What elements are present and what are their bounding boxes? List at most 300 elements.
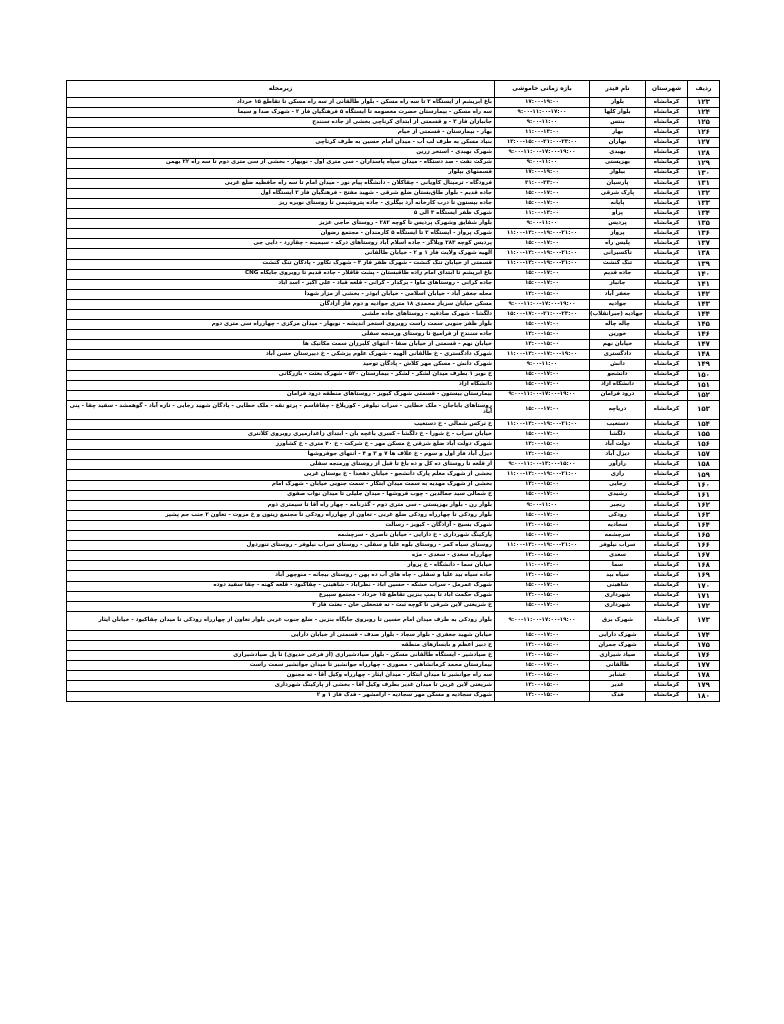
cell-feeder-name: پرواز — [590, 229, 646, 239]
cell-feeder-name: شهرک جمران — [590, 641, 646, 651]
cell-feeder-name: جعفر آباد — [590, 289, 646, 299]
cell-area: شهرک دانش - مسکن مهر کلاش - پادگان توحید — [67, 360, 495, 370]
cell-city: کرمانشاه — [646, 380, 688, 390]
cell-row-number: ۱۳۷ — [688, 239, 720, 249]
cell-feeder-name: شهرک برق — [590, 611, 646, 630]
cell-area: باغ ابریشم از ایستگاه ۲ تا سه راه مسکن - بلوار طالقانی از سه راه مسکن تا تقاطع ۱۵ خرداد — [67, 98, 495, 108]
cell-feeder-name: صیاد شیرازی — [590, 651, 646, 661]
cell-outage-time: ۱۱:۰۰-۱۳:۰۰-۱۷:۰۰-۱۹:۰۰ — [495, 350, 590, 360]
cell-area: بلوار ظفر جنوبی سمت راست روبروی استخر اندیشه - نوبهار - میدان مرکزی - چهارراه سی متری دوم — [67, 320, 495, 330]
table-row — [67, 299, 720, 309]
cell-area: خیابان سراب - خ شورا - خ دلگشا - کسری باغچه بان - ابتدای زاغدارمیری روبروی کلانتری — [67, 430, 495, 440]
cell-outage-time: ۱۳:۰۰-۱۵:۰۰ — [495, 571, 590, 581]
cell-city: کرمانشاه — [646, 249, 688, 259]
table-row — [67, 209, 720, 219]
cell-area: بیمارستان محمد کرمانشاهی - مصوری - چهارراه جوانشیر تا میدان جوانشیر سمت راست — [67, 661, 495, 671]
cell-feeder-name: خیابان نهم — [590, 340, 646, 350]
cell-row-number: ۱۲۵ — [688, 118, 720, 128]
cell-outage-time: ۱۷:۰۰-۱۹:۰۰ — [495, 168, 590, 178]
cell-city: کرمانشاه — [646, 350, 688, 360]
cell-outage-time: ۱۳:۰۰-۱۵:۰۰ — [495, 520, 590, 530]
table-row — [67, 178, 720, 188]
cell-city: کرمانشاه — [646, 188, 688, 198]
table-row — [67, 601, 720, 611]
cell-outage-time: ۱۵:۰۰-۱۷:۰۰ — [495, 430, 590, 440]
cell-city: کرمانشاه — [646, 561, 688, 571]
cell-area: شهرک بسیج - آزادگان - کیویز - رسالت — [67, 520, 495, 530]
table-row — [67, 480, 720, 490]
table-row — [67, 440, 720, 450]
cell-city: کرمانشاه — [646, 440, 688, 450]
cell-feeder-name: دانش — [590, 360, 646, 370]
cell-feeder-name: سیاه بید — [590, 571, 646, 581]
cell-area: سه راه مسکن - بیمارستان حضرت معصومه تا ایستگاه ۵ فرهنگیان فاز ۲ - شهرک صدا و سیما — [67, 108, 495, 118]
cell-feeder-name: رازی — [590, 470, 646, 480]
cell-city: کرمانشاه — [646, 178, 688, 188]
cell-city: کرمانشاه — [646, 269, 688, 279]
cell-feeder-name: بیلوار — [590, 168, 646, 178]
cell-row-number: ۱۵۹ — [688, 470, 720, 480]
cell-city: کرمانشاه — [646, 128, 688, 138]
cell-city: کرمانشاه — [646, 108, 688, 118]
cell-feeder-name: دلگشا — [590, 430, 646, 440]
cell-feeder-name: دریاچه — [590, 400, 646, 419]
cell-area: خ نوبر ۱ بطرف میدان لشکر - لشکر - بیمارستان ۵۲۰ - شهرک بعثت - بازرگانی — [67, 370, 495, 380]
cell-outage-time: ۱۵:۰۰-۱۷:۰۰ — [495, 198, 590, 208]
cell-outage-time: ۹:۰۰-۱۱:۰۰ — [495, 219, 590, 229]
cell-feeder-name: سراب نیلوفر — [590, 541, 646, 551]
cell-city: کرمانشاه — [646, 148, 688, 158]
cell-feeder-name: تاکسیرانی — [590, 249, 646, 259]
cell-feeder-name: جهادیه (جبرانقلاب) — [590, 309, 646, 319]
cell-row-number: ۱۶۲ — [688, 500, 720, 510]
cell-row-number: ۱۳۸ — [688, 249, 720, 259]
cell-feeder-name: پراو — [590, 209, 646, 219]
cell-outage-time: ۱۳:۰۰-۱۵:۰۰ — [495, 289, 590, 299]
cell-area: محله جعفر آباد - خیابان اسلامی - خیابان ابوذر - بخشی از مزار شهدا — [67, 289, 495, 299]
table-row — [67, 420, 720, 430]
cell-outage-time: ۱۵:۰۰-۱۷:۰۰ — [495, 320, 590, 330]
cell-row-number: ۱۲۸ — [688, 148, 720, 158]
cell-area: بهار - بیمارستان - قسمتی از خیام — [67, 128, 495, 138]
cell-row-number: ۱۷۶ — [688, 651, 720, 661]
table-row — [67, 279, 720, 289]
cell-area: روستای سیاه کمر - روستای بلوه علیا و سفلی - روستای سراب نیلوفر - روستای تنوردول — [67, 541, 495, 551]
cell-feeder-name: رشیدی — [590, 490, 646, 500]
table-row — [67, 148, 720, 158]
cell-row-number: ۱۴۷ — [688, 340, 720, 350]
cell-city: کرمانشاه — [646, 138, 688, 148]
cell-feeder-name: سعدی — [590, 551, 646, 561]
cell-outage-time: ۱۵:۰۰-۱۷:۰۰ — [495, 188, 590, 198]
cell-outage-time: ۱۱:۰۰-۱۳:۰۰-۱۹:۰۰-۲۱:۰۰ — [495, 541, 590, 551]
cell-outage-time: ۹:۰۰-۱۱:۰۰ — [495, 360, 590, 370]
cell-row-number: ۱۵۸ — [688, 460, 720, 470]
cell-row-number: ۱۲۷ — [688, 138, 720, 148]
cell-area: الهیه شهرک ولایت فاز ۱ و ۲ - خیابان طالقانی — [67, 249, 495, 259]
cell-row-number: ۱۳۲ — [688, 188, 720, 198]
cell-city: کرمانشاه — [646, 681, 688, 691]
cell-city: کرمانشاه — [646, 340, 688, 350]
table-row — [67, 219, 720, 229]
table-row — [67, 611, 720, 630]
table-row — [67, 249, 720, 259]
cell-outage-time: ۱۵:۰۰-۱۷:۰۰ — [495, 510, 590, 520]
cell-city: کرمانشاه — [646, 259, 688, 269]
cell-row-number: ۱۳۴ — [688, 209, 720, 219]
cell-row-number: ۱۵۰ — [688, 370, 720, 380]
cell-row-number: ۱۶۳ — [688, 510, 720, 520]
cell-outage-time: ۱۷:۰۰-۱۹:۰۰ — [495, 98, 590, 108]
cell-row-number: ۱۵۱ — [688, 380, 720, 390]
cell-row-number: ۱۳۰ — [688, 168, 720, 178]
cell-area: جاده سنندج از فرامیچ تا روستای ورمنجه سفلی — [67, 330, 495, 340]
cell-city: کرمانشاه — [646, 450, 688, 460]
cell-feeder-name: دانشگاه آزاد — [590, 380, 646, 390]
table-row — [67, 98, 720, 108]
cell-feeder-name: فدک — [590, 691, 646, 701]
cell-outage-time: ۱۳:۰۰-۱۵:۰۰ — [495, 330, 590, 340]
cell-city: کرمانشاه — [646, 571, 688, 581]
table-row — [67, 289, 720, 299]
cell-area: خ شریعتی لاین شرقی تا کوچه ثبت - ته فتحعلی خان - بعثت فاز ۲ — [67, 601, 495, 611]
cell-feeder-name: رنجبر — [590, 500, 646, 510]
cell-city: کرمانشاه — [646, 289, 688, 299]
cell-city: کرمانشاه — [646, 490, 688, 500]
cell-outage-time: ۱۵:۰۰-۱۷:۰۰ — [495, 269, 590, 279]
cell-city: کرمانشاه — [646, 611, 688, 630]
cell-row-number: ۱۴۹ — [688, 360, 720, 370]
cell-area: خیابان شهید جعفری - بلوار سجاد - بلوار صدف - قسمتی از خیابان دارایی — [67, 630, 495, 640]
table-row — [67, 500, 720, 510]
cell-feeder-name: شهرداری — [590, 591, 646, 601]
cell-city: کرمانشاه — [646, 470, 688, 480]
cell-row-number: ۱۵۷ — [688, 450, 720, 460]
cell-outage-time: ۱۵:۰۰-۱۷:۰۰ — [495, 380, 590, 390]
cell-city: کرمانشاه — [646, 510, 688, 520]
cell-outage-time: ۲۱:۰۰-۲۳:۰۰ — [495, 178, 590, 188]
table-row — [67, 138, 720, 148]
cell-area: پارکینگ شهرداری - خ دارایی - خیابان ناصری - سرچشمه — [67, 531, 495, 541]
table-row — [67, 641, 720, 651]
header-row-number: ردیف — [688, 81, 720, 98]
cell-outage-time: ۹:۰۰-۱۱:۰۰-۱۷:۰۰-۱۹:۰۰ — [495, 148, 590, 158]
cell-outage-time: ۱۳:۰۰-۱۵:۰۰ — [495, 480, 590, 490]
cell-area: خیابان سما - دانشگاه - خ پرواز — [67, 561, 495, 571]
cell-feeder-name: عشایر — [590, 671, 646, 681]
cell-city: کرمانشاه — [646, 198, 688, 208]
cell-row-number: ۱۶۱ — [688, 490, 720, 500]
table-row — [67, 229, 720, 239]
cell-feeder-name: بنتس — [590, 118, 646, 128]
cell-city: کرمانشاه — [646, 370, 688, 380]
cell-feeder-name: رودکی — [590, 510, 646, 520]
cell-row-number: ۱۴۵ — [688, 320, 720, 330]
cell-area: چهارراه سعدی - سعدی - مژه — [67, 551, 495, 561]
cell-row-number: ۱۷۱ — [688, 591, 720, 601]
table-row — [67, 370, 720, 380]
table-row — [67, 128, 720, 138]
cell-area: جانبازان فاز ۳ - و قسمتی از ابتدای کرناچی بخشی از جاده سنندج — [67, 118, 495, 128]
cell-row-number: ۱۶۵ — [688, 531, 720, 541]
cell-row-number: ۱۷۷ — [688, 661, 720, 671]
cell-row-number: ۱۲۳ — [688, 98, 720, 108]
table-row — [67, 651, 720, 661]
cell-outage-time: ۱۱:۰۰-۱۳:۰۰-۱۹:۰۰-۲۱:۰۰ — [495, 249, 590, 259]
cell-row-number: ۱۵۵ — [688, 430, 720, 440]
table-row — [67, 490, 720, 500]
cell-area: بیمارستان بیستون - قسمتی شهرک کیویز - روستاهای منطقه درود فرامان — [67, 390, 495, 400]
cell-area: دانشگاه آزاد — [67, 380, 495, 390]
cell-feeder-name: بلوار — [590, 98, 646, 108]
cell-row-number: ۱۳۵ — [688, 219, 720, 229]
table-row — [67, 350, 720, 360]
cell-row-number: ۱۴۴ — [688, 309, 720, 319]
table-row — [67, 188, 720, 198]
table-row — [67, 158, 720, 168]
table-row — [67, 581, 720, 591]
cell-city: کرمانشاه — [646, 641, 688, 651]
cell-area: خ دبیر اعظم و بابسازهای منطقه — [67, 641, 495, 651]
cell-outage-time: ۱۳:۰۰-۱۵:۰۰ — [495, 641, 590, 651]
cell-city: کرمانشاه — [646, 541, 688, 551]
cell-feeder-name: بهزیستی — [590, 158, 646, 168]
cell-row-number: ۱۴۰ — [688, 269, 720, 279]
cell-city: کرمانشاه — [646, 168, 688, 178]
cell-row-number: ۱۴۱ — [688, 279, 720, 289]
cell-city: کرمانشاه — [646, 320, 688, 330]
cell-feeder-name: دیزل آباد — [590, 450, 646, 460]
cell-area: شهرک حکمت آباد تا پمپ بنزین تقاطع ۱۵ خرداد - مجتمع سپیرع — [67, 591, 495, 601]
cell-city: کرمانشاه — [646, 520, 688, 530]
cell-row-number: ۱۴۸ — [688, 350, 720, 360]
table-row — [67, 400, 720, 419]
cell-area: بلوار رودکی تا چهارراه رودکی ضلع غربی - تعاون از چهارراه رودکی تا مجتمع زیتون و خ مروت - تعاون ۲ جنب جم پشیر — [67, 510, 495, 520]
cell-row-number: ۱۲۹ — [688, 158, 720, 168]
cell-row-number: ۱۵۶ — [688, 440, 720, 450]
cell-row-number: ۱۶۰ — [688, 480, 720, 490]
cell-area: بلوار شقایق وشهرک پردیس تا کوچه ۲۸۲ - روستای حاجی عزیز — [67, 219, 495, 229]
table-row — [67, 681, 720, 691]
cell-area: خیابان نهم - قسمتی از خیابان صفا - انتهای کلبرزان سمت مکانیک ها — [67, 340, 495, 350]
table-row — [67, 460, 720, 470]
table-row — [67, 571, 720, 581]
table-row — [67, 671, 720, 681]
cell-city: کرمانشاه — [646, 671, 688, 681]
table-row — [67, 330, 720, 340]
cell-area: فرودگاه - ترمینال کاویانی - چقاکلان - دانشگاه پیام نور - میدان امام تا سه راه حافظیه ضلع غربی — [67, 178, 495, 188]
cell-outage-time: ۱۵:۰۰-۱۷:۰۰ — [495, 400, 590, 419]
cell-city: کرمانشاه — [646, 98, 688, 108]
header-feeder-name: نام فیدر — [590, 81, 646, 98]
cell-feeder-name: پارک شرقی — [590, 188, 646, 198]
cell-area: از قلعه تا روستای ده کل و ده باغ تا قبل از روستای ورمنجه سفلی — [67, 460, 495, 470]
cell-city: کرمانشاه — [646, 460, 688, 470]
table-row — [67, 380, 720, 390]
table-row — [67, 561, 720, 571]
cell-area: شهرک بهبدی - استخر زرین — [67, 148, 495, 158]
cell-outage-time: ۱۳:۰۰-۱۵:۰۰ — [495, 440, 590, 450]
table-header-row — [67, 81, 720, 98]
cell-city: کرمانشاه — [646, 500, 688, 510]
cell-outage-time: ۱۱:۰۰-۱۳:۰۰ — [495, 209, 590, 219]
cell-city: کرمانشاه — [646, 630, 688, 640]
cell-feeder-name: رازآور — [590, 460, 646, 470]
cell-outage-time: ۱۱:۰۰-۱۳:۰۰-۱۹:۰۰-۲۱:۰۰ — [495, 229, 590, 239]
cell-outage-time: ۹:۰۰-۱۱:۰۰-۱۷:۰۰ — [495, 108, 590, 118]
cell-row-number: ۱۳۶ — [688, 229, 720, 239]
cell-feeder-name: طالقانی — [590, 661, 646, 671]
cell-outage-time: ۹:۰۰-۱۱:۰۰-۱۷:۰۰-۱۹:۰۰ — [495, 390, 590, 400]
cell-outage-time: ۱۳:۰۰-۱۵:۰۰ — [495, 551, 590, 561]
cell-outage-time: ۱۵:۰۰-۱۷:۰۰ — [495, 661, 590, 671]
cell-outage-time: ۱۵:۰۰-۱۷:۰۰ — [495, 239, 590, 249]
cell-row-number: ۱۳۹ — [688, 259, 720, 269]
cell-feeder-name: دادگستری — [590, 350, 646, 360]
cell-feeder-name: سما — [590, 561, 646, 571]
cell-row-number: ۱۷۹ — [688, 681, 720, 691]
cell-feeder-name: شهرک دارایی — [590, 630, 646, 640]
cell-feeder-name: خورین — [590, 330, 646, 340]
table-row — [67, 309, 720, 319]
outage-schedule-table — [66, 80, 720, 702]
cell-feeder-name: سرچشمه — [590, 531, 646, 541]
cell-city: کرمانشاه — [646, 360, 688, 370]
cell-area: بخشی از شهرک معلم پارک دانشجو - خیابان دهخدا - خ بوستان غربی — [67, 470, 495, 480]
cell-feeder-name: جانباز — [590, 279, 646, 289]
cell-feeder-name: بلوار کلها — [590, 108, 646, 118]
cell-area: دلگشا - شهرک صادقیه - روستاهای جاده حلشی — [67, 309, 495, 319]
cell-feeder-name: بهاران — [590, 138, 646, 148]
cell-outage-time: ۱۵:۰۰-۱۷:۰۰ — [495, 531, 590, 541]
cell-area: بنیاد مسکن به طرف لب آب - میدان امام حسین به طرف کرناچی — [67, 138, 495, 148]
table-row — [67, 551, 720, 561]
cell-outage-time: ۱۳:۰۰-۱۵:۰۰ — [495, 671, 590, 681]
cell-outage-time: ۱۱:۰۰-۱۳:۰۰-۱۹:۰۰-۲۱:۰۰ — [495, 259, 590, 269]
cell-city: کرمانشاه — [646, 229, 688, 239]
table-row — [67, 531, 720, 541]
table-row — [67, 269, 720, 279]
header-city: شهرستان — [646, 81, 688, 98]
cell-row-number: ۱۲۶ — [688, 128, 720, 138]
cell-outage-time: ۱۵:۰۰-۱۷:۰۰ — [495, 279, 590, 289]
cell-city: کرمانشاه — [646, 420, 688, 430]
table-row — [67, 520, 720, 530]
cell-city: کرمانشاه — [646, 661, 688, 671]
cell-feeder-name: پارسیان — [590, 178, 646, 188]
cell-area: پردیس کوچه ۲۸۳ ویلاگر - جاده اسلام آباد روستاهای درکه - سیمینه - چقازرد - دایی جی — [67, 239, 495, 249]
table-row — [67, 239, 720, 249]
cell-city: کرمانشاه — [646, 158, 688, 168]
cell-city: کرمانشاه — [646, 309, 688, 319]
cell-row-number: ۱۷۵ — [688, 641, 720, 651]
cell-row-number: ۱۸۰ — [688, 691, 720, 701]
cell-feeder-name: دستغیب — [590, 420, 646, 430]
cell-feeder-name: پلیس راه — [590, 239, 646, 249]
cell-city: کرمانشاه — [646, 209, 688, 219]
cell-feeder-name: دولت آباد — [590, 440, 646, 450]
cell-city: کرمانشاه — [646, 430, 688, 440]
cell-city: کرمانشاه — [646, 581, 688, 591]
cell-city: کرمانشاه — [646, 591, 688, 601]
cell-outage-time: ۹:۰۰-۱۱:۰۰ — [495, 158, 590, 168]
cell-outage-time: ۱۱:۰۰-۱۳:۰۰ — [495, 128, 590, 138]
cell-outage-time: ۱۳:۰۰-۱۵:۰۰ — [495, 450, 590, 460]
cell-outage-time: ۱۱:۰۰-۱۳:۰۰-۱۹:۰۰-۲۱:۰۰ — [495, 420, 590, 430]
cell-row-number: ۱۷۲ — [688, 601, 720, 611]
cell-feeder-name: تنگ کنشت — [590, 259, 646, 269]
cell-city: کرمانشاه — [646, 400, 688, 419]
cell-row-number: ۱۶۸ — [688, 561, 720, 571]
cell-feeder-name: چاله چاله — [590, 320, 646, 330]
cell-city: کرمانشاه — [646, 299, 688, 309]
cell-row-number: ۱۵۴ — [688, 420, 720, 430]
cell-row-number: ۱۴۶ — [688, 330, 720, 340]
cell-area: شهرک ظفر ایستگاه ۳ الی ۵ — [67, 209, 495, 219]
cell-feeder-name: دانشجو — [590, 370, 646, 380]
cell-city: کرمانشاه — [646, 601, 688, 611]
cell-area: شهرک سجادیه و مسکن مهر سجادیه - آرامشهر - فدک فاز ۱ و ۲ — [67, 691, 495, 701]
cell-outage-time: ۱۳:۰۰-۱۵:۰۰ — [495, 591, 590, 601]
cell-row-number: ۱۳۳ — [688, 198, 720, 208]
cell-area: بلوار رن - بلوار بهزیستی - سی متری دوم - گذرنامه - چهار راه آقا تا سیمتری دوم — [67, 500, 495, 510]
header-outage-time: بازه زمانی خاموشی — [495, 81, 590, 98]
table-row — [67, 108, 720, 118]
cell-feeder-name: جوادیه — [590, 299, 646, 309]
table-row — [67, 259, 720, 269]
cell-feeder-name: پردیس — [590, 219, 646, 229]
cell-area: خ ترکس شمالی - خ دستغیب — [67, 420, 495, 430]
table-row — [67, 661, 720, 671]
cell-feeder-name: غدیر — [590, 681, 646, 691]
table-row — [67, 390, 720, 400]
cell-area: قسمتهای بیلوار — [67, 168, 495, 178]
cell-feeder-name: رجایی — [590, 480, 646, 490]
cell-outage-time: ۹:۰۰-۱۱:۰۰-۱۳:۰۰-۱۵:۰۰ — [495, 460, 590, 470]
cell-feeder-name: سجادیه — [590, 520, 646, 530]
cell-area: شرکت نفت - صد دستگاه - میدان سپاه پاسداران - سی متری اول - نوبهار - بخشی از سی متری دوم تا سه راه ۲۲ بهمن — [67, 158, 495, 168]
header-area: زیرمحله — [67, 81, 495, 98]
cell-row-number: ۱۴۳ — [688, 299, 720, 309]
cell-area: دیزل آباد فاز اول و سوم - خ علاف ها ۷ و ۳ و ۴ - انتهای جوفروشها — [67, 450, 495, 460]
cell-area: قسمتی از خیابان تنگ کنشت - شهرک ظفر فاز ۳ - شهرک نکاور - پادگان تنگ کنشت — [67, 259, 495, 269]
cell-outage-time: ۱۱:۰۰-۱۳:۰۰ — [495, 561, 590, 571]
table-row — [67, 320, 720, 330]
table-body — [67, 98, 720, 702]
cell-feeder-name: بهار — [590, 128, 646, 138]
cell-area: شهرک پرواز - ایستگاه ۲ تا ایستگاه ۵ کارمندان - مجتمع رضوان — [67, 229, 495, 239]
cell-area: شریعتی لاین غربی تا میدان غدیر بطرف وکیل آقا - بخشی از پارکینگ شهرداری — [67, 681, 495, 691]
cell-city: کرمانشاه — [646, 118, 688, 128]
cell-row-number: ۱۶۹ — [688, 571, 720, 581]
cell-city: کرمانشاه — [646, 651, 688, 661]
cell-row-number: ۱۷۰ — [688, 581, 720, 591]
cell-area: جاده کرانی - روستاهای ماوا - برکدار - کرانی - قلعه قباد - علی اکبر - اسد آباد — [67, 279, 495, 289]
cell-feeder-name: پایانه — [590, 198, 646, 208]
table-row — [67, 360, 720, 370]
cell-outage-time: ۱۵:۰۰-۱۷:۰۰ — [495, 370, 590, 380]
cell-outage-time: ۹:۰۰-۱۱:۰۰-۱۷:۰۰-۱۹:۰۰ — [495, 299, 590, 309]
cell-city: کرمانشاه — [646, 691, 688, 701]
table-row — [67, 591, 720, 601]
cell-row-number: ۱۵۲ — [688, 390, 720, 400]
cell-row-number: ۱۵۳ — [688, 400, 720, 419]
cell-area: خ صیادشیر - ایستگاه طالقانی مسکن - بلوار صیادشیرازی (از فرعی خدیوی) تا پل صیادشیرازی — [67, 651, 495, 661]
cell-outage-time: ۱۳:۰۰-۱۵:۰۰-۲۱:۰۰-۲۳:۰۰ — [495, 138, 590, 148]
cell-city: کرمانشاه — [646, 480, 688, 490]
cell-outage-time: ۱۵:۰۰-۱۷:۰۰ — [495, 581, 590, 591]
cell-area: جاده قدیم - بلوار طاق‌بستان ضلع شرقی - شهید مفتح - فرهنگیان فاز ۲ ایستگاه اول — [67, 188, 495, 198]
